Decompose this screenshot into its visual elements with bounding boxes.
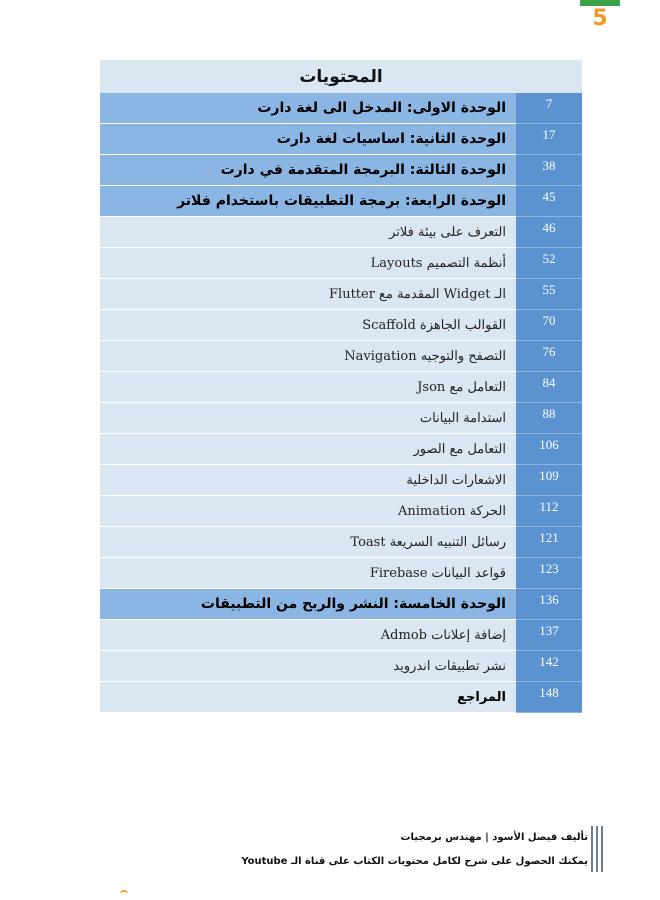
toc-row-page: 7 xyxy=(516,93,582,124)
toc-row[interactable] xyxy=(100,217,582,248)
toc-row-label: التصفح والتوجيه Navigation xyxy=(100,341,516,372)
toc-row[interactable] xyxy=(100,558,582,589)
toc-row[interactable] xyxy=(100,248,582,279)
page-number: 5 xyxy=(592,6,608,31)
footer-note: يمكنك الحصول على شرح لكامل محتويات الكتاب على قناة الـ Youtube xyxy=(241,856,588,867)
toc-row-label: الوحدة الثالثة: البرمجة المتقدمة في دارت xyxy=(100,155,516,186)
toc-row-label: المراجع xyxy=(100,682,516,713)
toc-row-label: الحركة Animation xyxy=(100,496,516,527)
toc-row-page: 106 xyxy=(516,434,582,465)
toc-row[interactable] xyxy=(100,372,582,403)
toc-row-label: الوحدة الاولى: المدخل الى لغة دارت xyxy=(100,93,516,124)
toc-row-page: 123 xyxy=(516,558,582,589)
toc-row-page: 121 xyxy=(516,527,582,558)
footer-author: تأليف فيصل الأسود | مهندس برمجيات xyxy=(400,832,588,843)
toc-row-page: 148 xyxy=(516,682,582,713)
toc-row-label: رسائل التنبيه السريعة Toast xyxy=(100,527,516,558)
toc-row-label: التعامل مع الصور xyxy=(100,434,516,465)
toc-row-label: التعامل مع Json xyxy=(100,372,516,403)
toc-row[interactable] xyxy=(100,403,582,434)
toc-row[interactable] xyxy=(100,620,582,651)
toc-row-label: نشر تطبيقات اندرويد xyxy=(100,651,516,682)
toc-row-page: 38 xyxy=(516,155,582,186)
toc-row-page: 55 xyxy=(516,279,582,310)
toc-row[interactable] xyxy=(100,279,582,310)
toc-row-page: 45 xyxy=(516,186,582,217)
toc-row-page: 136 xyxy=(516,589,582,620)
toc-row-label: الـ Widget المقدمة مع Flutter xyxy=(100,279,516,310)
toc-row-page: 52 xyxy=(516,248,582,279)
toc-title: المحتويات xyxy=(100,60,582,93)
toc-row-label: الوحدة الثانية: اساسيات لغة دارت xyxy=(100,124,516,155)
toc-row-label: استدامة البيانات xyxy=(100,403,516,434)
toc-row[interactable] xyxy=(100,496,582,527)
toc-row[interactable] xyxy=(100,651,582,682)
toc-row-page: 84 xyxy=(516,372,582,403)
toc-row-label: إضافة إعلانات Admob xyxy=(100,620,516,651)
toc-row-page: 46 xyxy=(516,217,582,248)
footer-divider-bars xyxy=(591,826,605,872)
toc-row-label: التعرف على بيئة فلاتر xyxy=(100,217,516,248)
corner-mark-decoration xyxy=(120,890,128,898)
toc-row[interactable] xyxy=(100,93,582,124)
toc-row[interactable] xyxy=(100,155,582,186)
toc-row[interactable] xyxy=(100,186,582,217)
toc-row[interactable] xyxy=(100,465,582,496)
toc-row-label: أنظمة التصميم Layouts xyxy=(100,248,516,279)
toc-row-label: الاشعارات الداخلية xyxy=(100,465,516,496)
toc-row-label: الوحدة الرابعة: برمجة التطبيقات باستخدام فلاتر xyxy=(100,186,516,217)
toc-row-label: قواعد البيانات Firebase xyxy=(100,558,516,589)
toc-row-label: الوحدة الخامسة: النشر والربح من التطبيقات xyxy=(100,589,516,620)
toc-row-label: القوالب الجاهزة Scaffold xyxy=(100,310,516,341)
toc-rows xyxy=(100,93,582,713)
toc-row[interactable] xyxy=(100,527,582,558)
toc-row-page: 70 xyxy=(516,310,582,341)
toc-row-page: 109 xyxy=(516,465,582,496)
toc-row-page: 76 xyxy=(516,341,582,372)
toc-row[interactable] xyxy=(100,341,582,372)
toc-row-page: 112 xyxy=(516,496,582,527)
toc-row[interactable] xyxy=(100,682,582,713)
toc-row[interactable] xyxy=(100,434,582,465)
toc-row[interactable] xyxy=(100,124,582,155)
toc-row-page: 137 xyxy=(516,620,582,651)
toc-row[interactable] xyxy=(100,310,582,341)
toc-row-page: 88 xyxy=(516,403,582,434)
toc-row[interactable] xyxy=(100,589,582,620)
toc-row-page: 142 xyxy=(516,651,582,682)
toc-row-page: 17 xyxy=(516,124,582,155)
